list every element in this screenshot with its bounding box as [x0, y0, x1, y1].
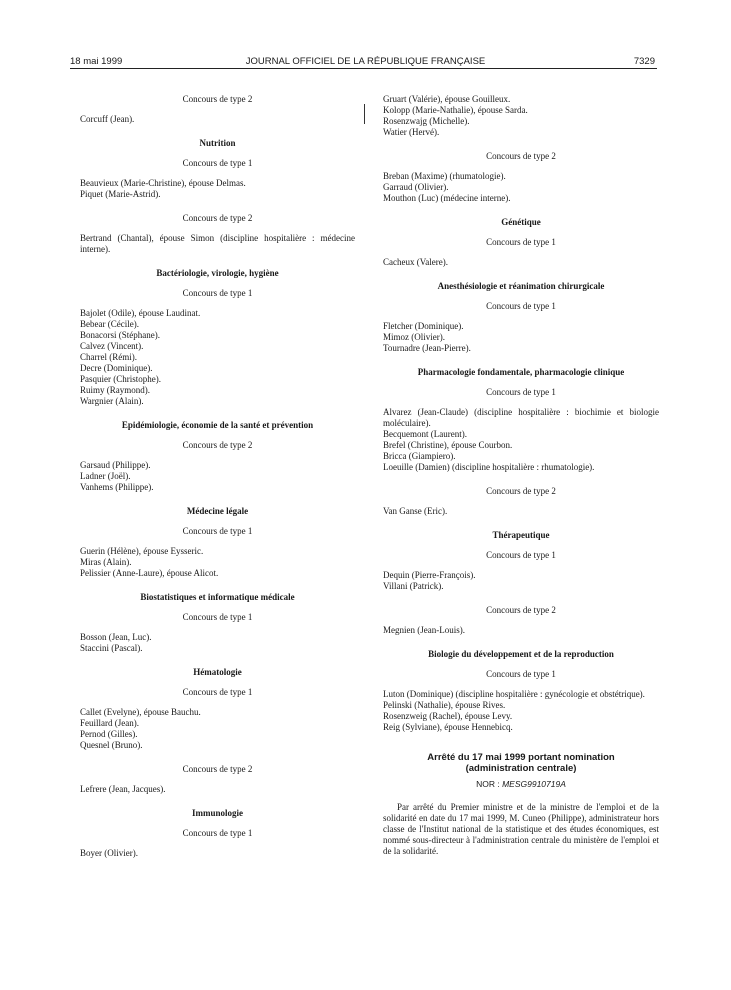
- name-entry: Gruart (Valérie), épouse Gouilleux.: [383, 94, 511, 104]
- name-entry: Luton (Dominique) (discipline hospitalière : gynécologie et obstétrique).: [383, 689, 645, 699]
- section-title: Génétique: [501, 217, 541, 227]
- concours-type: Concours de type 1: [182, 687, 253, 697]
- name-entry: Decre (Dominique).: [80, 363, 153, 373]
- concours-type: Concours de type 2: [182, 440, 253, 450]
- name-entry: Callet (Evelyne), épouse Bauchu.: [80, 707, 201, 717]
- arrete-heading-line1: Arrêté du 17 mai 1999 portant nomination: [427, 752, 615, 763]
- name-entry: Fletcher (Dominique).: [383, 321, 464, 331]
- name-list: [383, 407, 659, 473]
- name-entry: Van Ganse (Eric).: [383, 506, 448, 516]
- name-entry: Bebear (Cécile).: [80, 319, 139, 329]
- name-entry: Becquemont (Laurent).: [383, 429, 467, 439]
- name-list: [80, 707, 355, 751]
- name-entry: Ruimy (Raymond).: [80, 385, 150, 395]
- concours-type: Concours de type 1: [486, 550, 556, 560]
- arrete-paragraph: Par arrêté du Premier ministre et de la ministre de l'emploi et de la solidarité en date du 17 mai 1999, M. Cuneo (Philippe), administrateur hors classe de l'Institut national de la statistique et des études économiques, est nommé sous-directeur à l'administration centrale du ministère de l'emploi et de la solidarité.: [383, 802, 659, 856]
- page-number: 7329: [633, 56, 655, 67]
- section: [383, 367, 659, 517]
- concours-type: Concours de type 1: [182, 828, 253, 838]
- section-title: Thérapeutique: [492, 530, 550, 540]
- section-title: Médecine légale: [186, 506, 249, 516]
- section: [80, 268, 355, 407]
- name-entry: Lefrere (Jean, Jacques).: [80, 784, 166, 794]
- name-entry: Garsaud (Philippe).: [80, 460, 151, 470]
- left-column: [80, 94, 355, 872]
- name-entry: Mimoz (Olivier).: [383, 332, 445, 342]
- name-entry: Villani (Patrick).: [383, 581, 444, 591]
- section: [383, 217, 659, 268]
- name-entry: Pernod (Gilles).: [80, 729, 138, 739]
- name-list: [383, 570, 659, 592]
- section: [383, 530, 659, 636]
- concours-type: Concours de type 2: [182, 764, 253, 774]
- concours-type: Concours de type 2: [182, 94, 253, 104]
- name-list: [80, 178, 355, 200]
- concours-type: Concours de type 1: [182, 526, 253, 536]
- name-list: [383, 321, 659, 354]
- concours-type: Concours de type 1: [486, 237, 556, 247]
- concours-type: Concours de type 2: [486, 151, 556, 161]
- name-entry: Bajolet (Odile), épouse Laudinat.: [80, 308, 201, 318]
- concours-type: Concours de type 2: [182, 213, 253, 223]
- journal-title: JOURNAL OFFICIEL DE LA RÉPUBLIQUE FRANÇAISE: [245, 56, 486, 67]
- name-entry: Dequin (Pierre-François).: [383, 570, 476, 580]
- section: [80, 592, 355, 654]
- name-list: [383, 171, 659, 204]
- right-column: [383, 94, 659, 857]
- name-entry: Megnien (Jean-Louis).: [383, 625, 465, 635]
- name-entry: Rosenzweig (Rachel), épouse Levy.: [383, 711, 513, 721]
- name-list: [80, 632, 355, 654]
- concours-type: Concours de type 1: [486, 387, 556, 397]
- section-title: Epidémiologie, économie de la santé et prévention: [121, 420, 314, 430]
- name-entry: Alvarez (Jean-Claude) (discipline hospitalière : biochimie et biologie moléculaire).: [383, 407, 659, 428]
- section-title: Bactériologie, virologie, hygiène: [156, 268, 279, 278]
- name-list: [383, 506, 659, 517]
- name-entry: Bonacorsi (Stéphane).: [80, 330, 160, 340]
- name-entry: Boyer (Olivier).: [80, 848, 138, 858]
- section: [383, 151, 659, 204]
- right-column-lists: [383, 94, 659, 733]
- name-entry: Rosenzwajg (Michelle).: [383, 116, 470, 126]
- section-title: Biologie du développement et de la reproduction: [428, 649, 614, 659]
- name-list: [80, 848, 355, 859]
- name-list: [80, 114, 355, 125]
- name-entry: Pasquier (Christophe).: [80, 374, 161, 384]
- section: [383, 94, 659, 138]
- name-list: [80, 546, 355, 579]
- section: [80, 420, 355, 493]
- name-entry: Bosson (Jean, Luc).: [80, 632, 152, 642]
- name-entry: Beauvieux (Marie-Christine), épouse Delmas.: [80, 178, 246, 188]
- section-title: Pharmacologie fondamentale, pharmacologie clinique: [417, 367, 625, 377]
- concours-type: Concours de type 1: [182, 612, 253, 622]
- name-list: [80, 233, 355, 255]
- name-entry: Ladner (Joël).: [80, 471, 131, 481]
- concours-type: Concours de type 1: [486, 301, 556, 311]
- name-list: [383, 94, 659, 138]
- name-entry: Kolopp (Marie-Nathalie), épouse Sarda.: [383, 105, 528, 115]
- section: [80, 94, 355, 125]
- section: [80, 808, 355, 859]
- header-date: 18 mai 1999: [70, 56, 123, 67]
- nor-label: NOR :: [476, 779, 500, 789]
- name-entry: Reig (Sylviane), épouse Hennebicq.: [383, 722, 513, 732]
- section-title: Biostatistiques et informatique médicale: [140, 592, 295, 602]
- section-title: Nutrition: [199, 138, 236, 148]
- arrete-heading: [383, 752, 659, 774]
- name-entry: Tournadre (Jean-Pierre).: [383, 343, 471, 353]
- name-list: [80, 460, 355, 493]
- name-entry: Pelissier (Anne-Laure), épouse Alicot.: [80, 568, 219, 578]
- name-entry: Bertrand (Chantal), épouse Simon (discipline hospitalière : médecine interne).: [80, 233, 355, 254]
- name-entry: Bricca (Giampiero).: [383, 451, 456, 461]
- name-entry: Piquet (Marie-Astrid).: [80, 189, 161, 199]
- section-title: Immunologie: [191, 808, 243, 818]
- name-entry: Breban (Maxime) (rhumatologie).: [383, 171, 506, 181]
- concours-type: Concours de type 1: [486, 669, 556, 679]
- section: [383, 649, 659, 733]
- section-title: Hématologie: [193, 667, 242, 677]
- name-entry: Vanhems (Philippe).: [80, 482, 154, 492]
- name-entry: Garraud (Olivier).: [383, 182, 449, 192]
- name-entry: Watier (Hervé).: [383, 127, 440, 137]
- name-list: [383, 257, 659, 268]
- section: [80, 667, 355, 795]
- section-title: Anesthésiologie et réanimation chirurgicale: [437, 281, 605, 291]
- name-entry: Loeuille (Damien) (discipline hospitalière : rhumatologie).: [383, 462, 595, 472]
- name-entry: Charrel (Rémi).: [80, 352, 137, 362]
- name-list: [383, 625, 659, 636]
- column-separator: [364, 104, 365, 124]
- name-entry: Wargnier (Alain).: [80, 396, 144, 406]
- name-entry: Guerin (Hélène), épouse Eysseric.: [80, 546, 204, 556]
- concours-type: Concours de type 2: [486, 486, 556, 496]
- section: [80, 506, 355, 579]
- name-list: [383, 689, 659, 733]
- nor-code: MESG9910719A: [502, 779, 566, 789]
- header-rule: [70, 68, 657, 69]
- name-entry: Pelinski (Nathalie), épouse Rives.: [383, 700, 506, 710]
- name-entry: Mouthon (Luc) (médecine interne).: [383, 193, 511, 203]
- section: [383, 281, 659, 354]
- arrete-section: [383, 752, 659, 857]
- concours-type: Concours de type 1: [182, 288, 253, 298]
- name-entry: Miras (Alain).: [80, 557, 132, 567]
- name-entry: Calvez (Vincent).: [80, 341, 144, 351]
- name-entry: Brefel (Christine), épouse Courbon.: [383, 440, 513, 450]
- arrete-heading-line2: (administration centrale): [465, 763, 577, 774]
- section: [80, 138, 355, 255]
- name-entry: Corcuff (Jean).: [80, 114, 135, 124]
- name-entry: Quesnel (Bruno).: [80, 740, 143, 750]
- name-entry: Staccini (Pascal).: [80, 643, 143, 653]
- name-list: [80, 784, 355, 795]
- name-entry: Cacheux (Valere).: [383, 257, 448, 267]
- nor-reference: [383, 779, 659, 790]
- concours-type: Concours de type 2: [486, 605, 556, 615]
- concours-type: Concours de type 1: [182, 158, 253, 168]
- name-list: [80, 308, 355, 407]
- name-entry: Feuillard (Jean).: [80, 718, 139, 728]
